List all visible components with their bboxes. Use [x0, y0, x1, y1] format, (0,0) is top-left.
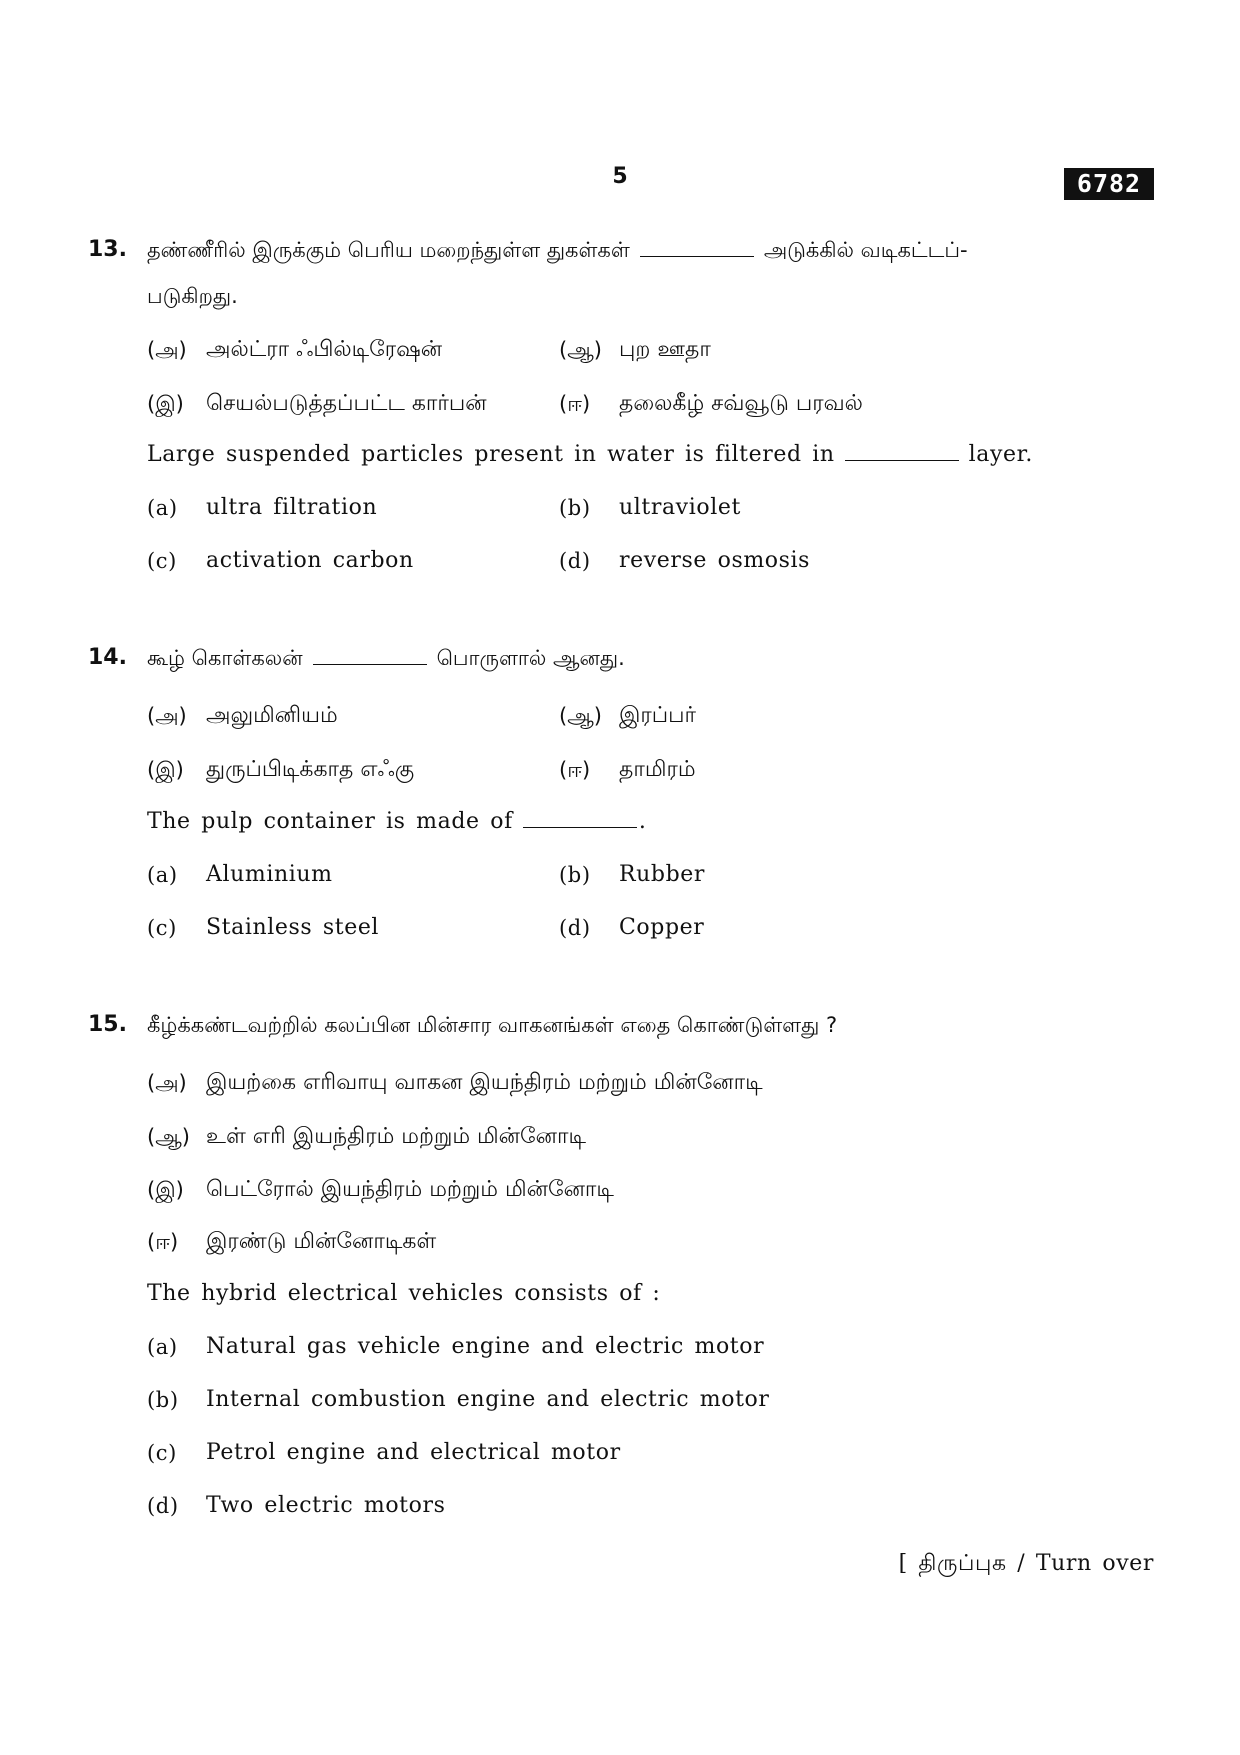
english-option-label: (b) — [147, 1388, 179, 1412]
english-stem-part2: layer. — [968, 442, 1033, 467]
tamil-option-label: (இ) — [147, 1178, 184, 1202]
english-option-text: Aluminium — [206, 862, 333, 887]
english-option-text: Internal combustion engine and electric motor — [206, 1387, 770, 1412]
tamil-option-text: அல்ட்ரா ஃபில்டிரேஷன் — [206, 337, 443, 362]
tamil-option-label: (அ) — [147, 338, 187, 362]
paper-code-badge: 6782 — [1064, 168, 1154, 200]
english-option-label: (a) — [147, 496, 178, 520]
english-stem — [147, 808, 646, 836]
english-option-text: Rubber — [619, 862, 706, 887]
english-option-text: ultraviolet — [619, 495, 741, 520]
tamil-option-text: இயற்கை எரிவாயு வாகன இயந்திரம் மற்றும் மின்னோடி — [206, 1070, 763, 1095]
tamil-option-text: தலைகீழ் சவ்வூடு பரவல் — [619, 391, 863, 416]
english-option-label: (c) — [147, 916, 177, 940]
english-option-label: (b) — [559, 496, 591, 520]
english-stem-part1: The pulp container is made of — [147, 809, 513, 834]
english-option-label: (c) — [147, 549, 177, 573]
english-option-label: (a) — [147, 863, 178, 887]
english-option-text: Natural gas vehicle engine and electric motor — [206, 1334, 765, 1359]
english-stem — [147, 441, 1033, 469]
english-option-text: ultra filtration — [206, 495, 378, 520]
tamil-stem-part2: பொருளால் ஆனது. — [436, 646, 625, 670]
english-option-text: Petrol engine and electrical motor — [206, 1440, 621, 1465]
tamil-stem-part1: தண்ணீரில் இருக்கும் பெரிய மறைந்துள்ள துகள்கள் — [147, 238, 630, 262]
english-option-label: (c) — [147, 1441, 177, 1465]
tamil-option-label: (அ) — [147, 1071, 187, 1095]
tamil-option-text: இரண்டு மின்னோடிகள் — [206, 1229, 437, 1254]
tamil-stem-part2: அடுக்கில் வடிகட்டப்- — [763, 238, 968, 262]
answer-blank — [845, 442, 959, 461]
tamil-option-label: (ஈ) — [559, 758, 591, 782]
question-number: 15. — [88, 1012, 127, 1037]
tamil-stem-line2: படுகிறது. — [147, 284, 238, 308]
english-option-label: (a) — [147, 1335, 178, 1359]
tamil-option-text: துருப்பிடிக்காத எஃகு — [206, 757, 415, 782]
tamil-stem — [147, 644, 625, 672]
answer-blank — [523, 809, 637, 828]
english-stem-part1: Large suspended particles present in water is filtered in — [147, 442, 835, 467]
answer-blank — [640, 238, 754, 257]
tamil-option-text: செயல்படுத்தப்பட்ட கார்பன் — [206, 391, 487, 416]
english-option-text: Stainless steel — [206, 915, 380, 940]
tamil-option-label: (ஆ) — [147, 1125, 190, 1149]
tamil-option-text: அலுமினியம் — [206, 703, 338, 728]
turn-over-note: [ திருப்புக / Turn over — [898, 1551, 1154, 1576]
tamil-option-label: (இ) — [147, 392, 184, 416]
tamil-stem — [147, 236, 968, 264]
question-number: 13. — [88, 237, 127, 262]
english-stem: The hybrid electrical vehicles consists of : — [147, 1281, 661, 1306]
english-option-text: reverse osmosis — [619, 548, 811, 573]
question-number: 14. — [88, 645, 127, 670]
tamil-option-text: தாமிரம் — [619, 757, 696, 782]
tamil-option-label: (அ) — [147, 704, 187, 728]
english-option-text: Copper — [619, 915, 705, 940]
tamil-option-label: (ஆ) — [559, 704, 602, 728]
english-option-text: activation carbon — [206, 548, 414, 573]
tamil-stem-part1: கூழ் கொள்கலன் — [147, 646, 303, 670]
tamil-option-text: இரப்பர் — [619, 703, 696, 728]
english-option-label: (d) — [559, 916, 591, 940]
tamil-option-text: புற ஊதா — [619, 337, 711, 362]
tamil-option-label: (ஆ) — [559, 338, 602, 362]
tamil-stem: கீழ்க்கண்டவற்றில் கலப்பின மின்சார வாகனங்கள் எதை கொண்டுள்ளது ? — [147, 1013, 838, 1037]
english-option-text: Two electric motors — [206, 1493, 446, 1518]
answer-blank — [313, 646, 427, 665]
tamil-option-label: (ஈ) — [559, 392, 591, 416]
english-option-label: (d) — [559, 549, 591, 573]
page-number: 5 — [612, 164, 628, 189]
tamil-option-label: (இ) — [147, 758, 184, 782]
english-stem-part2: . — [638, 809, 647, 834]
tamil-option-label: (ஈ) — [147, 1230, 179, 1254]
english-option-label: (b) — [559, 863, 591, 887]
english-option-label: (d) — [147, 1494, 179, 1518]
tamil-option-text: உள் எரி இயந்திரம் மற்றும் மின்னோடி — [206, 1124, 586, 1149]
tamil-option-text: பெட்ரோல் இயந்திரம் மற்றும் மின்னோடி — [206, 1177, 614, 1202]
